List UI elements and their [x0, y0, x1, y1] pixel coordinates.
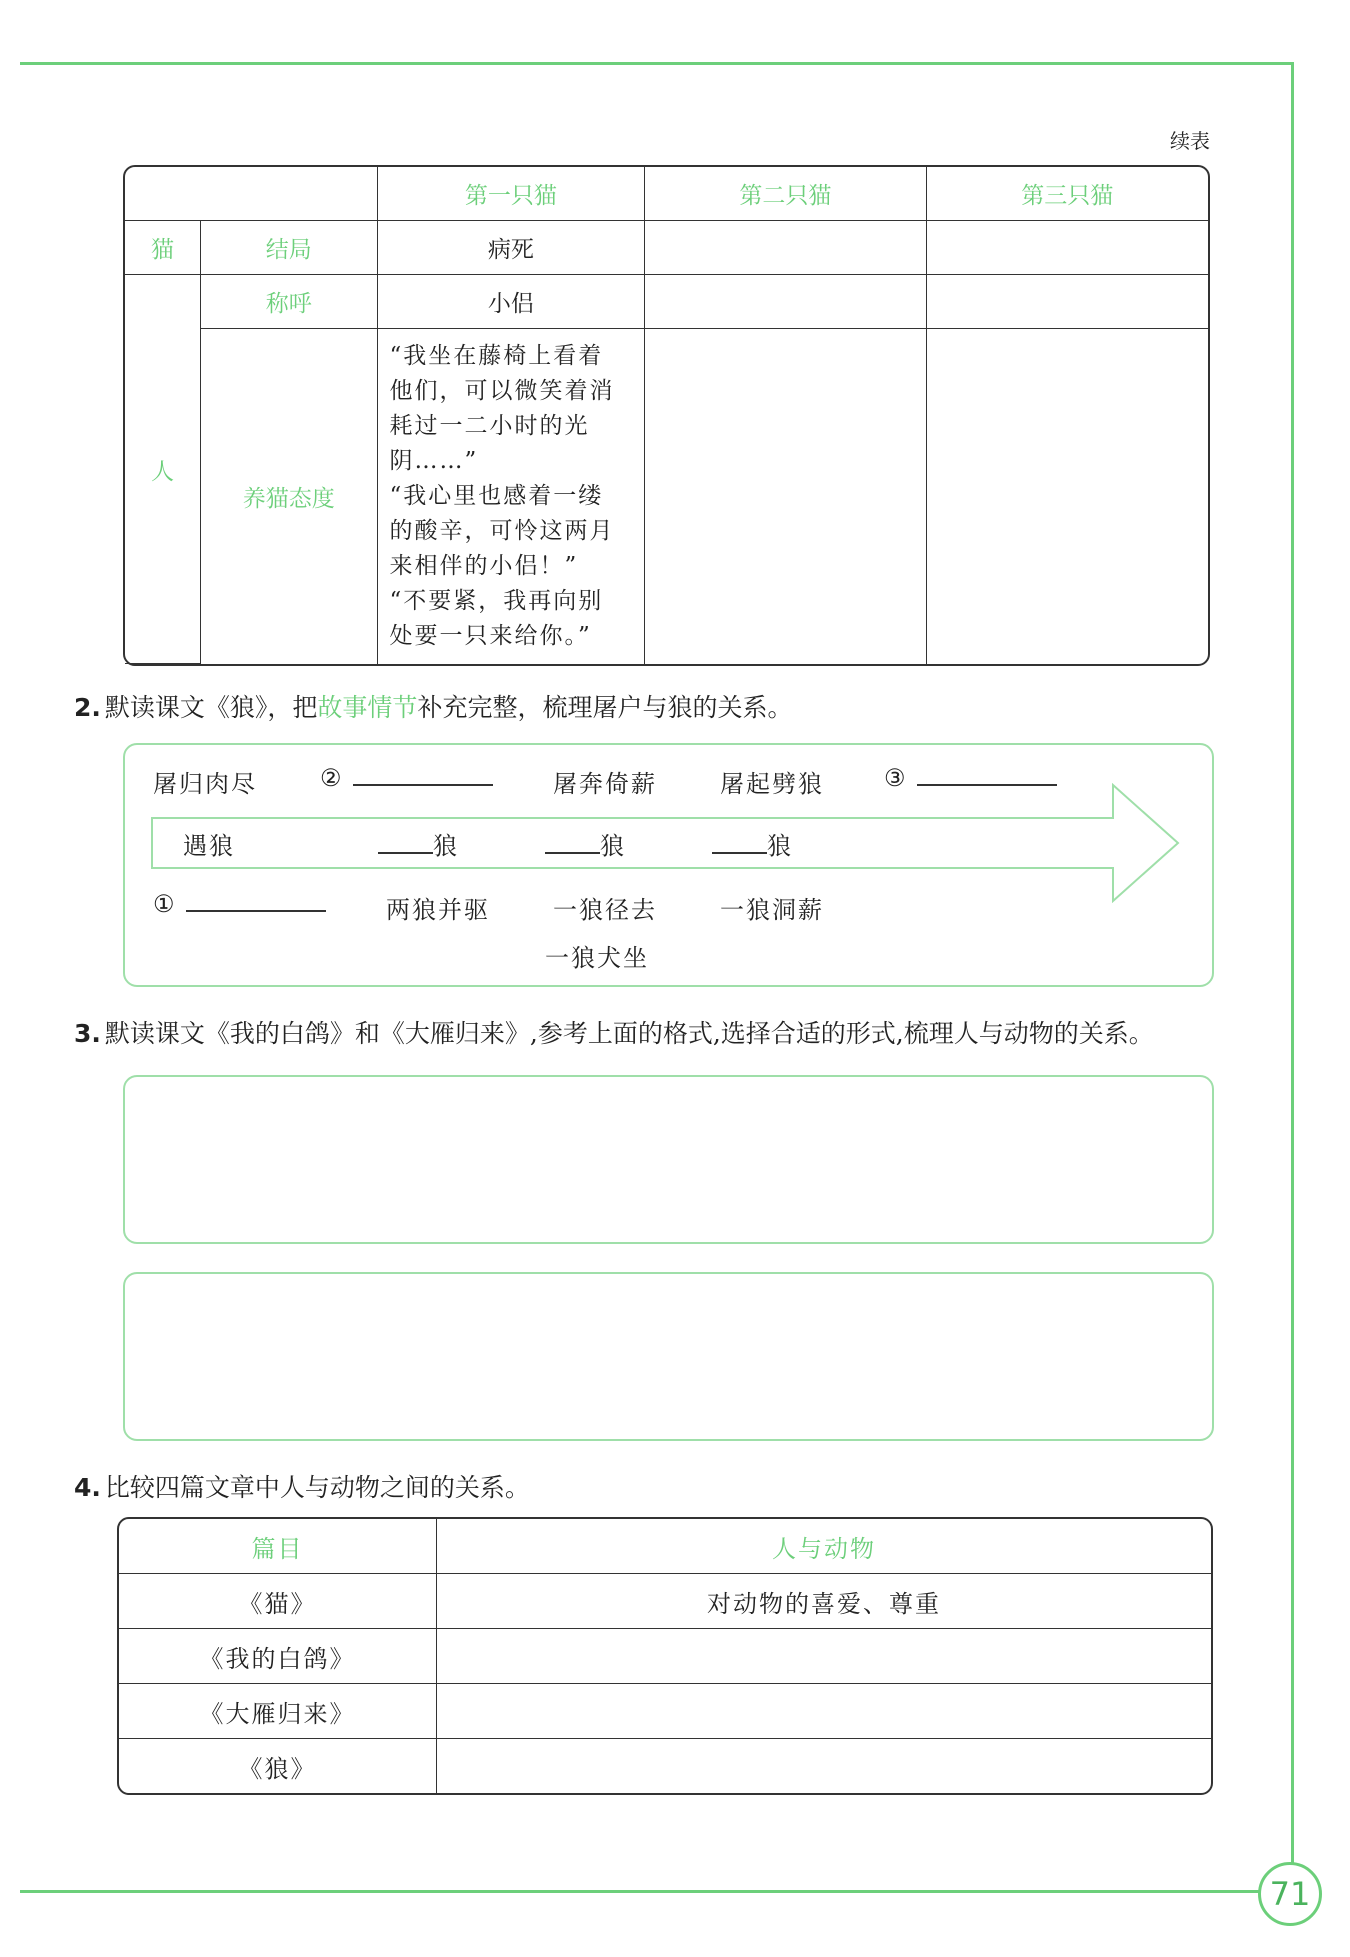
- quote-line: 的酸辛，可怜这两月: [389, 518, 615, 544]
- table-corner-cell: [125, 167, 378, 221]
- plot-arrow-icon: [150, 783, 1182, 903]
- cell-attitude-2[interactable]: [645, 329, 926, 664]
- page-border-top: [20, 62, 1292, 65]
- wolf-label: 狼: [600, 832, 626, 860]
- wolf-label: 狼: [433, 832, 459, 860]
- cell-name-3[interactable]: [927, 275, 1208, 329]
- quote-line: “我坐在藤椅上看着: [389, 343, 604, 369]
- cell-ending-3[interactable]: [927, 221, 1208, 275]
- header-cat-1: 第一只猫: [378, 167, 646, 221]
- flow-step: 屠归肉尽: [153, 770, 257, 798]
- quote-line: 来相伴的小侣！”: [389, 553, 579, 579]
- question-number: 4.: [74, 1473, 101, 1502]
- cell-attitude-3[interactable]: [927, 329, 1208, 664]
- quote-line: 处要一只来给你。”: [389, 623, 592, 649]
- cell-attitude-1: [378, 329, 646, 664]
- row-relation[interactable]: [437, 1739, 1211, 1793]
- row-title: 《狼》: [119, 1739, 437, 1793]
- circled-number: ③: [884, 764, 908, 792]
- cat-comparison-table: [123, 165, 1210, 666]
- question-2: [74, 688, 792, 724]
- group-cat-label: 猫: [125, 221, 201, 275]
- flow-wolf-stage[interactable]: [545, 826, 626, 861]
- quote-line: 耗过一二小时的光: [389, 413, 590, 439]
- row-label-name: 称呼: [201, 275, 378, 329]
- quote-line: “不要紧，我再向别: [389, 588, 604, 614]
- row-label-attitude: 养猫态度: [201, 329, 378, 664]
- answer-box-2[interactable]: [123, 1272, 1214, 1441]
- blank-3[interactable]: [884, 764, 1057, 792]
- page-number: 71: [1258, 1862, 1322, 1926]
- flow-wolf-action: 一狼洞薪: [720, 896, 824, 924]
- group-person-label: 人: [125, 275, 201, 664]
- flow-wolf-stage: 遇狼: [183, 832, 235, 860]
- question-number: 2.: [74, 693, 101, 722]
- row-title: 《猫》: [119, 1574, 437, 1629]
- question-highlight: 故事情节: [317, 693, 418, 722]
- header-title: 篇目: [119, 1519, 437, 1574]
- flow-step: 屠奔倚薪: [553, 770, 657, 798]
- cell-ending-1: 病死: [378, 221, 646, 275]
- cell-ending-2[interactable]: [645, 221, 926, 275]
- row-title: 《大雁归来》: [119, 1684, 437, 1739]
- flow-wolf-action: 两狼并驱: [386, 896, 490, 924]
- quote-line: “我心里也感着一缕: [389, 483, 604, 509]
- row-relation: 对动物的喜爱、尊重: [437, 1574, 1211, 1629]
- continued-label: 续表: [1170, 129, 1210, 153]
- quote-line: 他们，可以微笑着消: [389, 378, 615, 404]
- header-cat-3: 第三只猫: [927, 167, 1208, 221]
- header-cat-2: 第二只猫: [645, 167, 926, 221]
- question-text: 默读课文《我的白鸽》和《大雁归来》,参考上面的格式,选择合适的形式,梳理人与动物的关系。: [104, 1019, 1154, 1048]
- page-border-bottom: [20, 1890, 1260, 1893]
- relation-table: [117, 1517, 1213, 1795]
- flow-wolf-action: 一狼径去: [553, 896, 657, 924]
- question-4: [74, 1468, 530, 1504]
- row-title: 《我的白鸽》: [119, 1629, 437, 1684]
- flow-wolf-action: 一狼犬坐: [545, 944, 649, 972]
- question-text: 补充完整，梳理屠户与狼的关系。: [417, 693, 793, 722]
- flow-step: 屠起劈狼: [720, 770, 824, 798]
- circled-number: ②: [320, 764, 344, 792]
- header-relation: 人与动物: [437, 1519, 1211, 1574]
- wolf-label: 狼: [767, 832, 793, 860]
- blank-2[interactable]: [320, 764, 493, 792]
- question-text: 默读课文《狼》，把: [104, 693, 318, 722]
- question-text: 比较四篇文章中人与动物之间的关系。: [104, 1473, 530, 1502]
- cell-name-1: 小侣: [378, 275, 646, 329]
- row-relation[interactable]: [437, 1684, 1211, 1739]
- page-border-right: [1291, 62, 1294, 1892]
- question-3: [74, 1014, 1154, 1050]
- flow-wolf-stage[interactable]: [712, 826, 793, 861]
- question-number: 3.: [74, 1019, 101, 1048]
- row-label-ending: 结局: [201, 221, 378, 275]
- flow-wolf-stage[interactable]: [378, 826, 459, 861]
- quote-line: 阴……”: [389, 448, 479, 474]
- answer-box-1[interactable]: [123, 1075, 1214, 1244]
- blank-1[interactable]: [153, 890, 326, 918]
- circled-number: ①: [153, 890, 177, 918]
- row-relation[interactable]: [437, 1629, 1211, 1684]
- cell-name-2[interactable]: [645, 275, 926, 329]
